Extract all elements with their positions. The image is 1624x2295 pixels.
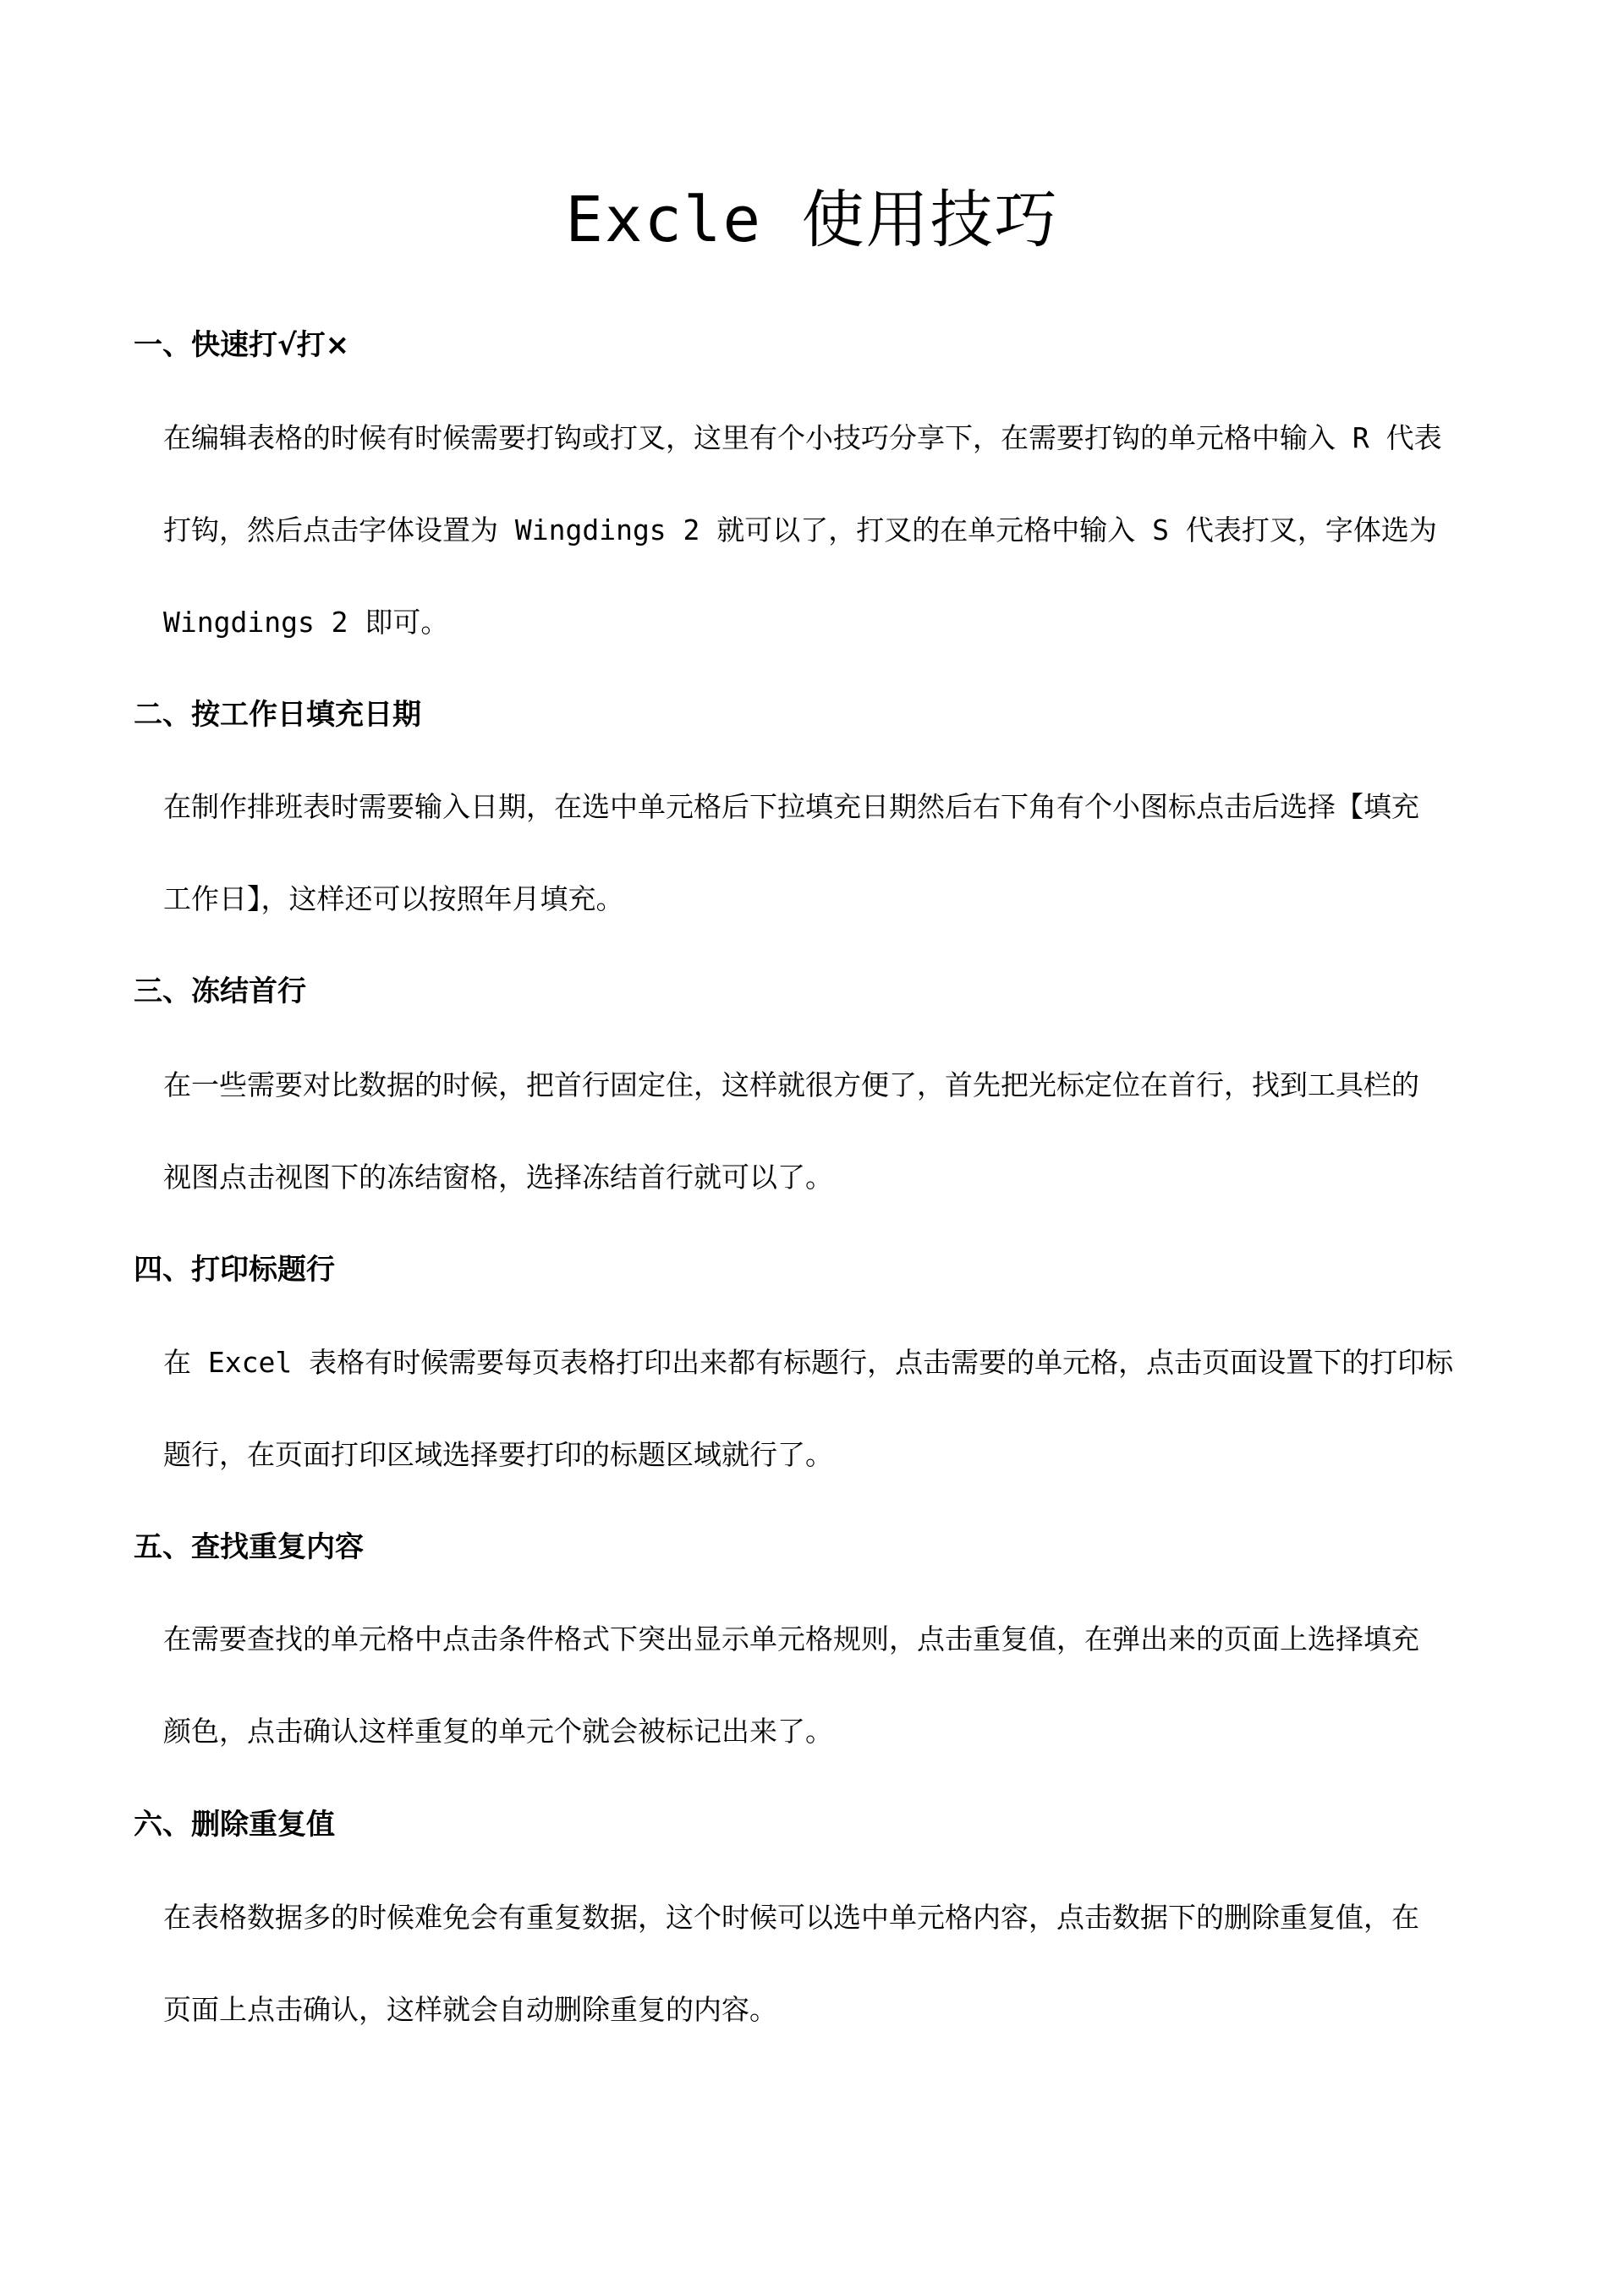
paragraph-line: 在 Excel 表格有时候需要每页表格打印出来都有标题行，点击需要的单元格，点击页面设置下的打印标 — [163, 1346, 1454, 1379]
paragraph-line: 打钩，然后点击字体设置为 Wingdings 2 就可以了，打叉的在单元格中输入 S 代表打叉，字体选为 — [163, 513, 1437, 546]
paragraph-line: 工作日】，这样还可以按照年月填充。 — [163, 882, 624, 915]
paragraph-line: 在一些需要对比数据的时候，把首行固定住，这样就很方便了，首先把光标定位在首行，找到工具栏的 — [163, 1068, 1419, 1101]
paragraph-line: 在制作排班表时需要输入日期，在选中单元格后下拉填充日期然后右下角有个小图标点击后选择【填充 — [163, 790, 1419, 823]
paragraph-line: 在需要查找的单元格中点击条件格式下突出显示单元格规则，点击重复值，在弹出来的页面上选择填充 — [163, 1622, 1419, 1655]
section-heading-find-duplicates: 五、查找重复内容 — [134, 1530, 364, 1564]
section-heading-freeze-row: 三、冻结首行 — [134, 975, 306, 1008]
paragraph-line: 页面上点击确认，这样就会自动删除重复的内容。 — [163, 1993, 777, 2026]
section-heading-remove-duplicates: 六、删除重复值 — [134, 1808, 335, 1842]
section-heading-print-title: 四、打印标题行 — [134, 1253, 335, 1287]
document-title: Excle 使用技巧 — [565, 184, 1059, 256]
paragraph-line: 在表格数据多的时候难免会有重复数据，这个时候可以选中单元格内容，点击数据下的删除重复值，在 — [163, 1901, 1419, 1934]
section-heading-quick-check: 一、快速打√打× — [134, 328, 350, 362]
paragraph-line: 颜色，点击确认这样重复的单元个就会被标记出来了。 — [163, 1715, 833, 1748]
section-heading-workday-fill: 二、按工作日填充日期 — [134, 698, 421, 732]
paragraph-line: Wingdings 2 即可。 — [163, 606, 449, 639]
paragraph-line: 视图点击视图下的冻结窗格，选择冻结首行就可以了。 — [163, 1161, 833, 1194]
paragraph-line: 在编辑表格的时候有时候需要打钩或打叉，这里有个小技巧分享下，在需要打钩的单元格中输入 R 代表 — [163, 421, 1442, 454]
paragraph-line: 题行，在页面打印区域选择要打印的标题区域就行了。 — [163, 1438, 833, 1471]
